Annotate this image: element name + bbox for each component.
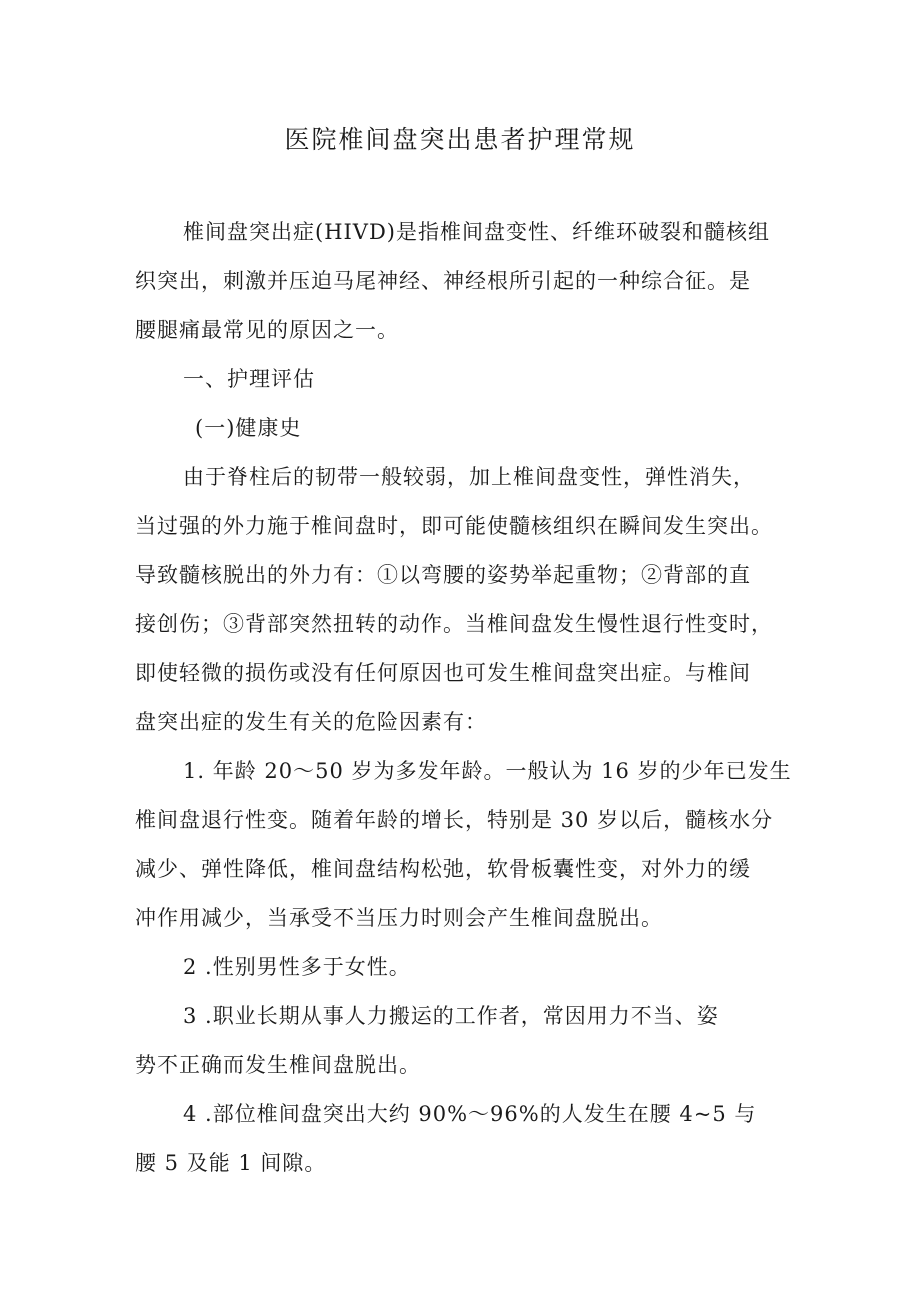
paragraph-line: 导致髓核脱出的外力有：①以弯腰的姿势举起重物；②背部的直 [135, 563, 751, 587]
list-item-line: 减少、弹性降低，椎间盘结构松弛，软骨板囊性变，对外力的缓 [135, 857, 751, 881]
list-item-line: 势不正确而发生椎间盘脱出。 [135, 1053, 421, 1077]
paragraph-line: 接创伤；③背部突然扭转的动作。当椎间盘发生慢性退行性变时， [135, 612, 773, 636]
paragraph-line: 织突出，刺激并压迫马尾神经、神经根所引起的一种综合征。是 [135, 269, 751, 293]
list-item-line: 4 .部位椎间盘突出大约 90%～96%的人发生在腰 4~5 与 [183, 1102, 757, 1126]
paragraph-line: 即使轻微的损伤或没有任何原因也可发生椎间盘突出症。与椎间 [135, 661, 751, 685]
list-item-line: 冲作用减少，当承受不当压力时则会产生椎间盘脱出。 [135, 906, 663, 930]
list-item-line: 腰 5 及能 1 间隙。 [135, 1151, 327, 1175]
paragraph-line: 盘突出症的发生有关的危险因素有： [135, 710, 487, 734]
paragraph-line: 椎间盘突出症(HIVD)是指椎间盘变性、纤维环破裂和髓核组 [183, 220, 770, 244]
list-item-line: 2 .性别男性多于女性。 [183, 955, 411, 979]
list-item-line: 3 .职业长期从事人力搬运的工作者，常因用力不当、姿 [183, 1004, 719, 1028]
paragraph-line: 由于脊柱后的韧带一般较弱，加上椎间盘变性，弹性消失， [183, 465, 755, 489]
list-item-line: 1. 年龄 20～50 岁为多发年龄。一般认为 16 岁的少年已发生 [183, 759, 792, 783]
list-item-line: 椎间盘退行性变。随着年龄的增长，特别是 30 岁以后，髓核水分 [135, 808, 774, 832]
section-heading: 一、护理评估 [183, 367, 315, 391]
subsection-heading: (一)健康史 [195, 416, 302, 440]
paragraph-line: 腰腿痛最常见的原因之一。 [135, 318, 399, 342]
document-title: 医院椎间盘突出患者护理常规 [284, 125, 636, 154]
paragraph-line: 当过强的外力施于椎间盘时，即可能使髓核组织在瞬间发生突出。 [135, 514, 773, 538]
